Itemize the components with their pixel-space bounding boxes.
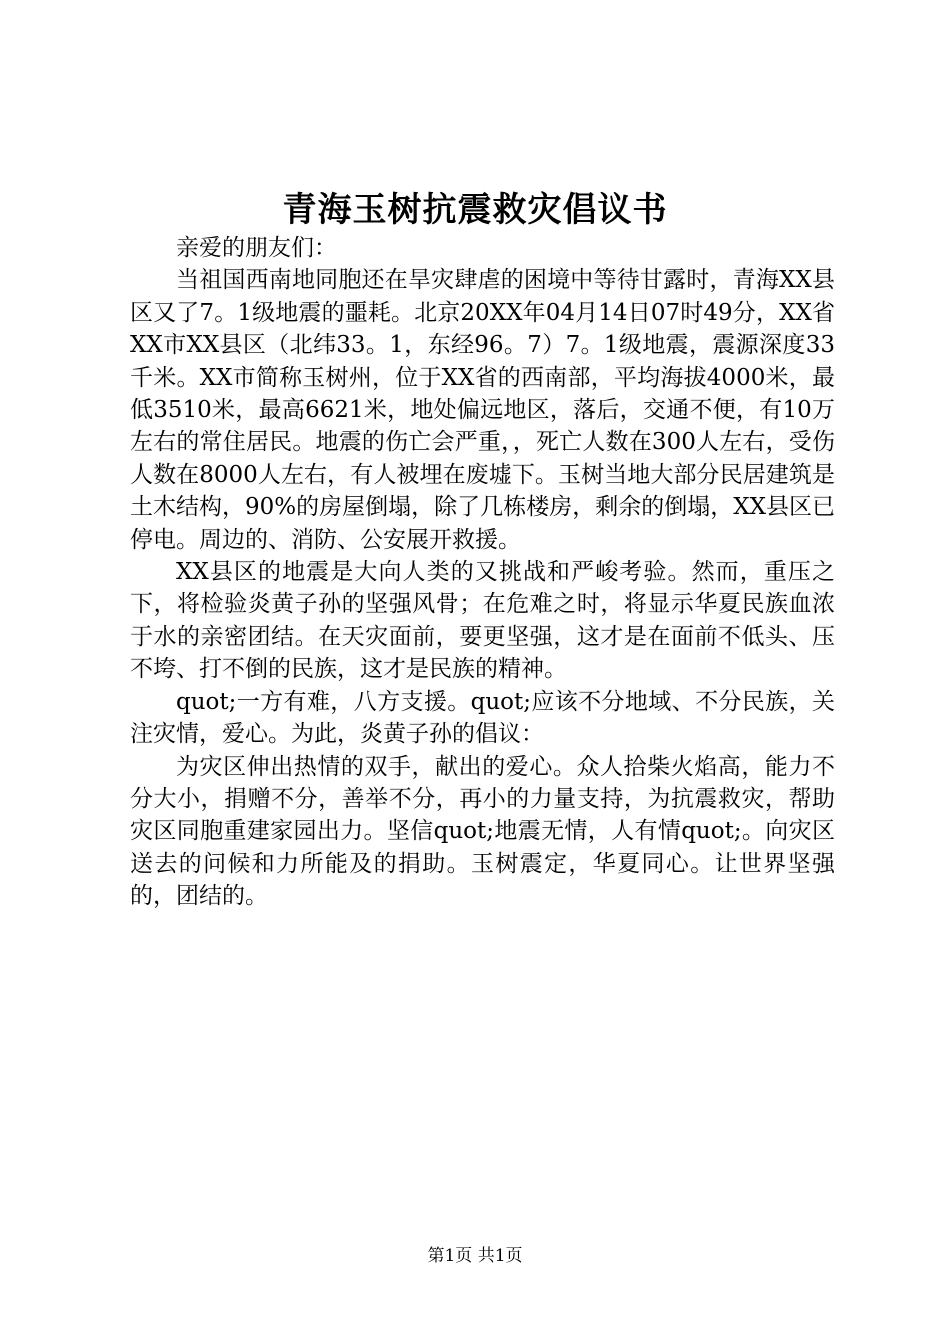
document-body [130,232,835,913]
document-title: 青海玉树抗震救灾倡议书 [282,190,668,230]
body-paragraph-4: 为灾区伸出热情的双手，献出的爱心。众人拾柴火焰高，能力不分大小，捐赠不分，善举不分，再小的力量支持，为抗震救灾，帮助灾区同胞重建家园出力。坚信quot;地震无情，人有情quot;。向灾区送去的问候和力所能及的捐助。玉树震定，华夏同心。让世界坚强的，团结的。 [130,753,835,910]
body-paragraph-3: quot;一方有难，八方支援。quot;应该不分地域、不分民族，关注灾情，爱心。为此，炎黄子孙的倡议： [130,688,835,748]
body-paragraph-1: 当祖国西南地同胞还在旱灾肆虐的困境中等待甘露时，青海XX县区又了7。1级地震的噩耗。北京20XX年04月14日07时49分，XX省XX市XX县区（北纬33。1，东经96。7）7。1级地震，震源深度33千米。XX市简称玉树州，位于XX省的西南部，平均海拔4000米，最低3510米，最高6621米，地处偏远地区，落后，交通不便，有10万左右的常住居民。地震的伤亡会严重，，死亡人数在300人左右，受伤人数在8000人左右，有人被埋在废墟下。玉树当地大部分民居建筑是土木结构，90%的房屋倒塌，除了几栋楼房，剩余的倒塌，XX县区已停电。周边的、消防、公安展开救援。 [130,267,835,553]
body-paragraph-2: XX县区的地震是大向人类的又挑战和严峻考验。然而，重压之下，将检验炎黄子孙的坚强风骨；在危难之时，将显示华夏民族血浓于水的亲密团结。在天灾面前，要更坚强，这才是在面前不低头、压不垮、打不倒的民族，这才是民族的精神。 [130,559,835,683]
salutation-paragraph: 亲爱的朋友们： [176,235,337,261]
page-footer: 第1页 共1页 [427,1246,523,1266]
